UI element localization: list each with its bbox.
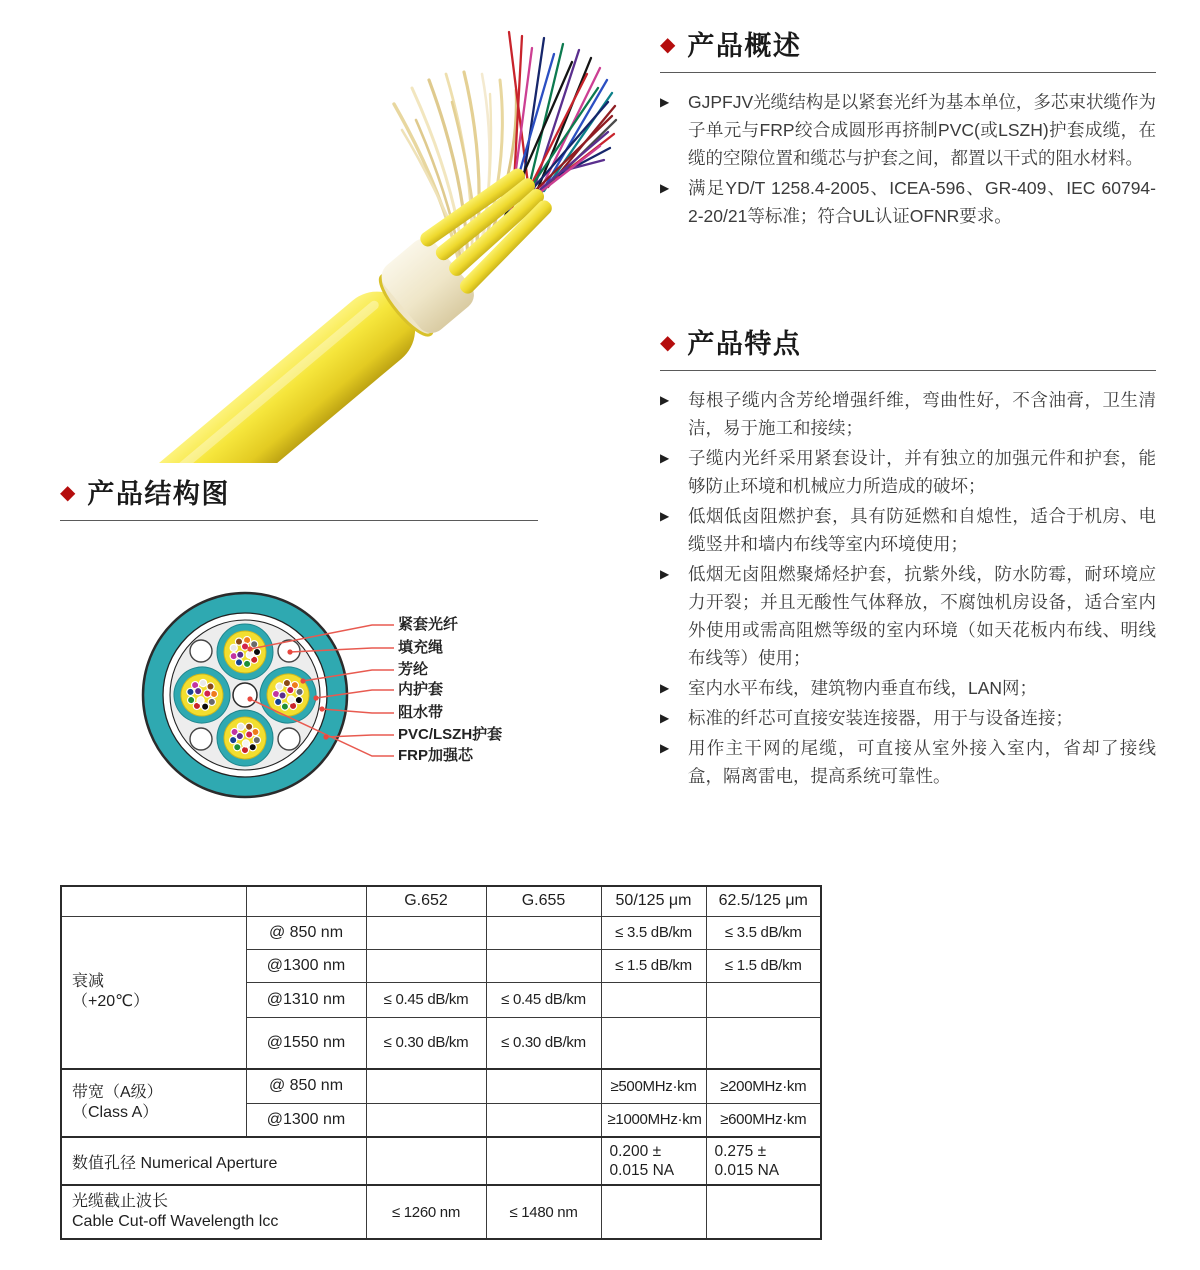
value-cell xyxy=(601,1017,706,1069)
column-header-62-5-125: 62.5/125 μm xyxy=(706,886,821,916)
value-cell: ≥600MHz·km xyxy=(706,1103,821,1137)
section-title: 产品概述 xyxy=(687,31,802,61)
value-cell xyxy=(486,1103,601,1137)
diagram-label-aramid: 芳纶 xyxy=(398,661,429,678)
table-row-bandwidth-850 xyxy=(61,1069,821,1103)
section-title: 产品结构图 xyxy=(87,479,230,509)
value-cell xyxy=(706,1185,821,1239)
value-cell: ≥1000MHz·km xyxy=(601,1103,706,1137)
wavelength-cell: @1310 nm xyxy=(246,982,366,1017)
frp-core xyxy=(233,683,257,707)
bullet-text: GJPFJV光缆结构是以紧套光纤为基本单位，多芯束状缆作为子单元与FRP绞合成圆形再挤制PVC(或LSZH)护套成缆，在缆的空隙位置和缆芯与护套之间，都置以干式的阻水材料。 xyxy=(688,92,1156,168)
value-cell: ≤ 3.5 dB/km xyxy=(706,916,821,949)
bullet-triangle-icon: ▶ xyxy=(660,681,670,695)
value-cell xyxy=(706,1017,821,1069)
wavelength-cell: @1300 nm xyxy=(246,1103,366,1137)
bullet-text: 子缆内光纤采用紧套设计，并有独立的加强元件和护套，能够防止环境和机械应力所造成的破坏； xyxy=(688,448,1156,496)
list-item xyxy=(660,734,1156,790)
value-cell xyxy=(706,982,821,1017)
value-cell: ≤ 1260 nm xyxy=(366,1185,486,1239)
column-header-g655: G.655 xyxy=(486,886,601,916)
bullet-text: 室内水平布线，建筑物内垂直布线，LAN网； xyxy=(688,678,1038,698)
value-line: 0.275 ± xyxy=(714,1142,767,1160)
header-rule xyxy=(660,72,1156,73)
bullet-triangle-icon: ▶ xyxy=(660,451,670,465)
wavelength-cell: @ 850 nm xyxy=(246,916,366,949)
value-cell: ≤ 1.5 dB/km xyxy=(706,949,821,982)
bullet-text: 低烟低卤阻燃护套，具有防延燃和自熄性，适合于机房、电缆竖井和墙内布线等室内环境使用； xyxy=(688,506,1156,554)
value-cell: ≤ 0.45 dB/km xyxy=(366,982,486,1017)
diagram-label-water-tape: 阻水带 xyxy=(398,704,444,721)
optical-spec-table xyxy=(60,885,822,1240)
value-cell xyxy=(601,1137,706,1185)
header-rule xyxy=(60,520,538,521)
value-cell xyxy=(486,949,601,982)
diagram-label-inner-sheath: 内护套 xyxy=(398,681,444,698)
empty-header-cell xyxy=(61,886,246,916)
value-cell xyxy=(486,1069,601,1103)
diagram-label-pvc-lszh-sheath: PVC/LSZH护套 xyxy=(398,726,503,743)
list-item xyxy=(660,386,1156,442)
table-row-numerical-aperture xyxy=(61,1137,821,1185)
bullet-text: 每根子缆内含芳纶增强纤维，弯曲性好，不含油膏，卫生清洁，易于施工和接续； xyxy=(688,390,1156,438)
table-header-row xyxy=(61,886,821,916)
bullet-triangle-icon: ▶ xyxy=(660,711,670,725)
row-label-line: （+20℃） xyxy=(72,993,150,1011)
section-header xyxy=(660,24,1156,63)
list-item xyxy=(660,704,1156,732)
bullet-text: 低烟无卤阻燃聚烯烃护套，抗紫外线，防水防霉，耐环境应力开裂；并且无酸性气体释放，不腐蚀机房设备，适合室内外使用或需高阻燃等级的室内环境（如天花板内布线、明线布线等）使用； xyxy=(688,564,1156,668)
value-cell xyxy=(486,1137,601,1185)
diamond-icon: ◆ xyxy=(60,481,76,504)
spec-table-container xyxy=(60,885,822,1240)
value-cell xyxy=(366,916,486,949)
value-cell: ≤ 3.5 dB/km xyxy=(601,916,706,949)
column-header-50-125: 50/125 μm xyxy=(601,886,706,916)
header-rule xyxy=(660,370,1156,371)
section-features xyxy=(660,322,1156,792)
product-photo-illustration xyxy=(60,8,620,463)
row-label-numerical-aperture: 数值孔径 Numerical Aperture xyxy=(61,1137,366,1185)
row-label-bandwidth xyxy=(61,1069,246,1137)
bullet-triangle-icon: ▶ xyxy=(660,393,670,407)
diagram-label-tight-buffer-fiber: 紧套光纤 xyxy=(398,616,459,633)
bullet-triangle-icon: ▶ xyxy=(660,95,670,109)
table-row-attenuation-850 xyxy=(61,916,821,949)
value-cell: ≤ 1480 nm xyxy=(486,1185,601,1239)
value-cell xyxy=(601,1185,706,1239)
product-photo xyxy=(60,8,620,463)
row-label-line: Cable Cut-off Wavelength lcc xyxy=(72,1213,279,1230)
column-header-g652: G.652 xyxy=(366,886,486,916)
section-header xyxy=(60,472,560,511)
bullet-text: 用作主干网的尾缆，可直接从室外接入室内，省却了接线盒，隔离雷电，提高系统可靠性。 xyxy=(688,738,1156,786)
value-cell xyxy=(601,982,706,1017)
bullet-triangle-icon: ▶ xyxy=(660,181,670,195)
wavelength-cell: @ 850 nm xyxy=(246,1069,366,1103)
row-label-line: （Class A） xyxy=(72,1104,159,1121)
list-item xyxy=(660,444,1156,500)
bullet-triangle-icon: ▶ xyxy=(660,567,670,581)
diagram-label-frp-core: FRP加强芯 xyxy=(398,747,474,764)
list-item xyxy=(660,174,1156,230)
section-overview xyxy=(660,24,1156,232)
value-cell xyxy=(366,1103,486,1137)
list-item xyxy=(660,560,1156,672)
feature-bullets xyxy=(660,386,1156,790)
section-title: 产品特点 xyxy=(687,329,802,359)
value-line: 0.015 NA xyxy=(609,1162,675,1179)
diamond-icon: ◆ xyxy=(660,33,676,56)
wavelength-cell: @1300 nm xyxy=(246,949,366,982)
empty-header-cell xyxy=(246,886,366,916)
value-cell: ≤ 0.45 dB/km xyxy=(486,982,601,1017)
value-cell xyxy=(366,1137,486,1185)
value-cell: ≥200MHz·km xyxy=(706,1069,821,1103)
value-cell: ≤ 1.5 dB/km xyxy=(601,949,706,982)
section-header xyxy=(660,322,1156,361)
value-cell: ≤ 0.30 dB/km xyxy=(486,1017,601,1069)
diamond-icon: ◆ xyxy=(660,331,676,354)
table-row-cutoff-wavelength xyxy=(61,1185,821,1239)
row-label-attenuation xyxy=(61,916,246,1069)
value-cell xyxy=(366,1069,486,1103)
value-cell xyxy=(366,949,486,982)
bullet-text: 满足YD/T 1258.4-2005、ICEA-596、GR-409、IEC 60794-2-20/21等标准；符合UL认证OFNR要求。 xyxy=(688,178,1156,226)
value-cell xyxy=(486,916,601,949)
list-item xyxy=(660,88,1156,172)
row-label-cutoff-wavelength xyxy=(61,1185,366,1239)
wavelength-cell: @1550 nm xyxy=(246,1017,366,1069)
row-label-line: 光缆截止波长 xyxy=(72,1193,169,1210)
row-label-line: 带宽（A级） xyxy=(72,1084,163,1101)
overview-bullets xyxy=(660,88,1156,230)
diagram-label-filler-rope: 填充绳 xyxy=(398,639,444,656)
cable-jacket xyxy=(121,276,430,463)
bullet-text: 标准的纤芯可直接安装连接器，用于与设备连接； xyxy=(688,708,1073,728)
value-line: 0.200 ± xyxy=(609,1142,662,1160)
list-item xyxy=(660,674,1156,702)
value-line: 0.015 NA xyxy=(714,1162,780,1179)
list-item xyxy=(660,502,1156,558)
value-cell xyxy=(706,1137,821,1185)
section-structure-diagram xyxy=(60,472,560,817)
value-cell: ≤ 0.30 dB/km xyxy=(366,1017,486,1069)
bullet-triangle-icon: ▶ xyxy=(660,741,670,755)
value-cell: ≥500MHz·km xyxy=(601,1069,706,1103)
row-label-line: 衰减 xyxy=(72,973,105,991)
bullet-triangle-icon: ▶ xyxy=(660,509,670,523)
